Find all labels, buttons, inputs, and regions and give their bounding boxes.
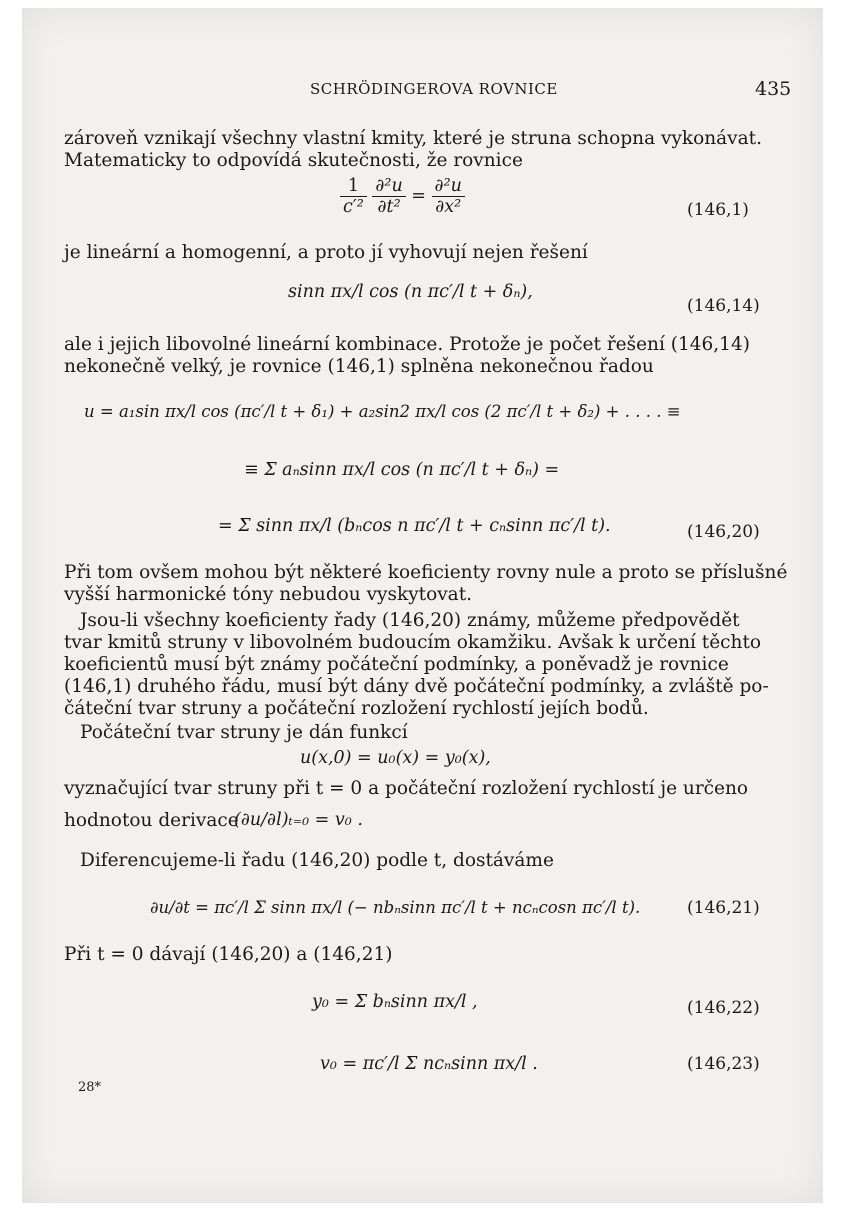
equation-146-22: y₀ = Σ bₙsinn πx/l , [312,992,478,1012]
equation-146-21: ∂u/∂t = πc′/l Σ sinn πx/l (− nbₙsinn πc′/l t + ncₙcosn πc′/l t). [150,898,641,917]
equation-146-23: v₀ = πc′/l Σ ncₙsinn πx/l . [320,1054,538,1074]
paragraph-line: koeficientů musí být známy počáteční podmínky, a poněvadž je rovnice [64,654,729,675]
paragraph-line: ale i jejich libovolné lineární kombinace. Protože je počet řešení (146,14) [64,334,750,355]
paragraph-line: Při tom ovšem mohou být některé koeficienty rovny nule a proto se příslušné [64,562,788,583]
paragraph-line: vyznačující tvar struny při t = 0 a počáteční rozložení rychlostí je určeno [64,778,749,799]
equation-146-1: $\frac{1}{\text{c′²}}$ $\frac{\text{∂²u}}{\text{∂t²}}$ = $\frac{\text{∂²u}}{\text{∂x²}}$ [340,176,465,217]
book-page [22,8,823,1203]
running-header: SCHRÖDINGEROVA ROVNICE [310,80,558,98]
paragraph-line: je lineární a homogenní, a proto jí vyhovují nejen řešení [64,242,588,263]
equation-146-14: sinn πx/l cos (n πc′/l t + δₙ), [288,282,533,302]
equation-initial-shape: u(x,0) = u₀(x) = y₀(x), [300,748,491,768]
equation-number: (146,20) [687,522,760,542]
equation-146-20-line2: ≡ Σ aₙsinn πx/l cos (n πc′/l t + δₙ) = [244,460,560,480]
equation-number: (146,1) [687,200,749,220]
equation-number: (146,22) [687,998,760,1018]
equation-146-20-line3: = Σ sinn πx/l (bₙcos n πc′/l t + cₙsinn πc′/l t). [218,516,611,536]
paragraph-line: Počáteční tvar struny je dán funkcí [80,722,408,743]
equation-number: (146,21) [687,898,760,918]
page-number: 435 [755,78,792,100]
paragraph-line: zároveň vznikají všechny vlastní kmity, které je struna schopna vykonávat. [64,128,762,149]
equation-number: (146,14) [687,296,760,316]
paragraph-line: Jsou-li všechny koeficienty řady (146,20) známy, můžeme předpovědět [80,610,740,631]
equation-number: (146,23) [687,1054,760,1074]
signature-mark: 28* [78,1080,102,1095]
paragraph-line: Matematicky to odpovídá skutečnosti, že rovnice [64,150,523,171]
paragraph-line: tvar kmitů struny v libovolném budoucím okamžiku. Avšak k určení těchto [64,632,762,653]
paragraph-line: nekonečně velký, je rovnice (146,1) splněna nekonečnou řadou [64,356,654,377]
paragraph-line: vyšší harmonické tóny nebudou vyskytovat. [64,584,473,605]
paragraph-line: Při t = 0 dávají (146,20) a (146,21) [64,944,393,965]
paragraph-line: Diferencujeme-li řadu (146,20) podle t, dostáváme [80,850,554,871]
equation-initial-velocity: (∂u/∂l)ₜ₌₀ = v₀ . [234,810,363,830]
paragraph-line: (146,1) druhého řádu, musí být dány dvě počáteční podmínky, a zvláště po- [64,676,769,697]
paragraph-line: čáteční tvar struny a počáteční rozložení rychlostí jejích bodů. [64,698,649,719]
equation-146-20-line1: u = a₁sin πx/l cos (πc′/l t + δ₁) + a₂sin2 πx/l cos (2 πc′/l t + δ₂) + . . . . ≡ [84,402,681,421]
paragraph-line: hodnotou derivace [64,810,239,831]
